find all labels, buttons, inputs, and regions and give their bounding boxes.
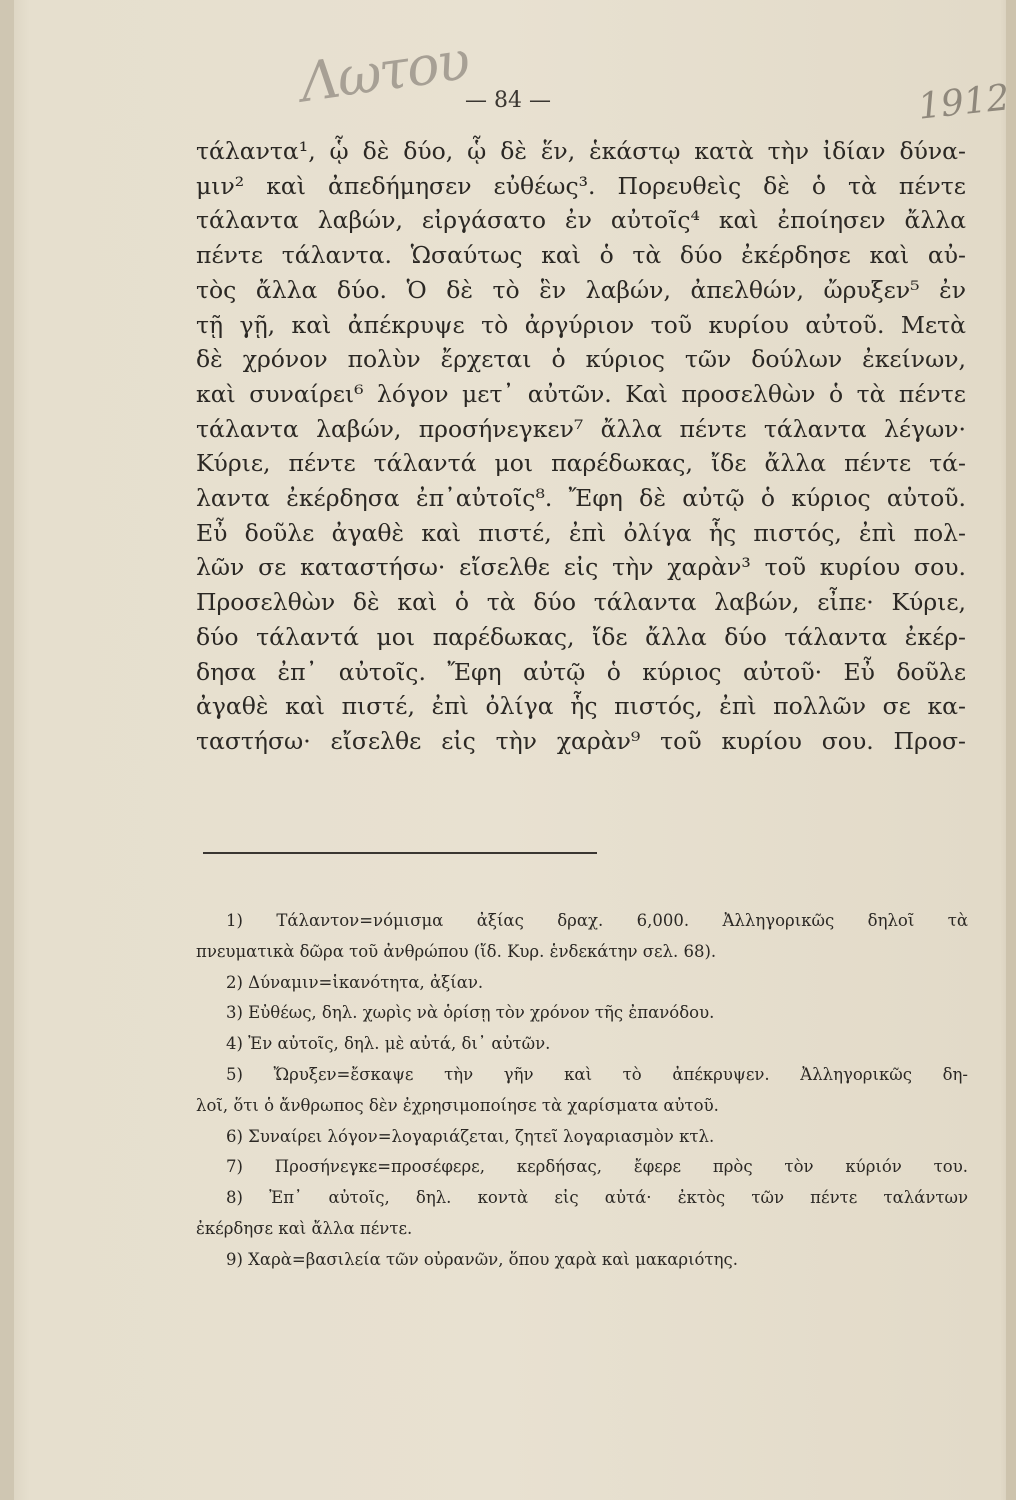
footnote-line: 6) Συναίρει λόγον=λογαριάζεται, ζητεῖ λογαριασμὸν κτλ. <box>226 1126 715 1146</box>
footnote-line: 3) Εὐθέως, δηλ. χωρὶς νὰ ὁρίσῃ τὸν χρόνον τῆς ἐπανόδου. <box>226 1003 715 1023</box>
footnote-line: 5) Ὤρυξεν=ἔσκαψε τὴν γῆν καὶ τὸ ἀπέκρυψεν. Ἀλληγορικῶς δη- <box>226 1064 968 1084</box>
text-line: Εὖ δοῦλε ἀγαθὲ καὶ πιστέ, ἐπὶ ὀλίγα ἧς πιστός, ἐπὶ πολ- <box>196 518 966 547</box>
handwritten-annotation: Λωτου <box>296 28 472 115</box>
text-line: τάλαντα λαβών, εἰργάσατο ἐν αὐτοῖς⁴ καὶ ἐποίησεν ἄλλα <box>196 206 966 235</box>
text-line: τῇ γῇ, καὶ ἀπέκρυψε τὸ ἀργύριον τοῦ κυρίου αὐτοῦ. Μετὰ <box>196 310 966 339</box>
text-line: Προσελθὼν δὲ καὶ ὁ τὰ δύο τάλαντα λαβών, εἶπε· Κύριε, <box>196 588 966 617</box>
text-line: Κύριε, πέντε τάλαντά μοι παρέδωκας, ἴδε ἄλλα πέντε τά- <box>196 449 966 478</box>
footnote-line: 7) Προσήνεγκε=προσέφερε, κερδήσας, ἔφερε πρὸς τὸν κύριόν του. <box>226 1157 968 1177</box>
footnote-line: λοῖ, ὅτι ὁ ἄνθρωπος δὲν ἐχρησιμοποίησε τὰ χαρίσματα αὐτοῦ. <box>196 1095 719 1115</box>
text-line: λῶν σε καταστήσω· εἴσελθε εἰς τὴν χαρὰν³ τοῦ κυρίου σου. <box>196 553 966 582</box>
handwritten-year: 1912 <box>916 77 1012 128</box>
page-right-edge <box>1006 0 1016 1500</box>
footnote-line: 4) Ἐν αὐτοῖς, δηλ. μὲ αὐτά, δι᾽ αὐτῶν. <box>226 1034 551 1054</box>
text-line: τὸς ἄλλα δύο. Ὁ δὲ τὸ ἓν λαβών, ἀπελθών, ὤρυξεν⁵ ἐν <box>196 275 966 304</box>
text-line: ταστήσω· εἴσελθε εἰς τὴν χαρὰν⁹ τοῦ κυρίου σου. Προσ- <box>196 726 966 755</box>
footnote-line: 2) Δύναμιν=ἱκανότητα, ἀξίαν. <box>226 972 484 992</box>
text-line: πέντε τάλαντα. Ὡσαύτως καὶ ὁ τὰ δύο ἐκέρδησε καὶ αὐ- <box>196 241 966 270</box>
text-line: τάλαντα¹, ᾧ δὲ δύο, ᾧ δὲ ἕν, ἑκάστῳ κατὰ τὴν ἰδίαν δύνα- <box>196 137 966 165</box>
footnote-line: πνευματικὰ δῶρα τοῦ ἀνθρώπου (ἴδ. Κυρ. ἑνδεκάτην σελ. 68). <box>196 941 717 961</box>
text-line: λαντα ἐκέρδησα ἐπ᾽αὐτοῖς⁸. Ἔφη δὲ αὐτῷ ὁ κύριος αὐτοῦ. <box>196 484 966 513</box>
text-line: καὶ συναίρει⁶ λόγον μετ᾽ αὐτῶν. Καὶ προσελθὼν ὁ τὰ πέντε <box>196 379 966 408</box>
text-line: δύο τάλαντά μοι παρέδωκας, ἴδε ἄλλα δύο τάλαντα ἐκέρ- <box>196 622 966 651</box>
footnote-line: 9) Χαρὰ=βασιλεία τῶν οὐρανῶν, ὅπου χαρὰ καὶ μακαριότης. <box>226 1249 738 1269</box>
footnote-line: 1) Τάλαντον=νόμισμα ἀξίας δραχ. 6,000. Ἀλληγορικῶς δηλοῖ τὰ <box>226 911 968 930</box>
text-line: τάλαντα λαβών, προσήνεγκεν⁷ ἄλλα πέντε τάλαντα λέγων· <box>196 414 966 443</box>
text-line: μιν² καὶ ἀπεδήμησεν εὐθέως³. Πορευθεὶς δὲ ὁ τὰ πέντε <box>196 171 966 200</box>
text-line: δησα ἐπ᾽ αὐτοῖς. Ἔφη αὐτῷ ὁ κύριος αὐτοῦ· Εὖ δοῦλε <box>196 657 966 686</box>
footnote-line: ἐκέρδησε καὶ ἄλλα πέντε. <box>196 1218 413 1238</box>
text-line: ἀγαθὲ καὶ πιστέ, ἐπὶ ὀλίγα ἧς πιστός, ἐπὶ πολλῶν σε κα- <box>196 692 966 721</box>
footnotes <box>196 906 968 1276</box>
footnote-line: 8) Ἐπ᾽ αὐτοῖς, δηλ. κοντὰ εἰς αὐτά· ἐκτὸς τῶν πέντε ταλάντων <box>226 1188 968 1208</box>
page-left-edge <box>0 0 14 1500</box>
text-line: δὲ χρόνον πολὺν ἔρχεται ὁ κύριος τῶν δούλων ἐκείνων, <box>196 345 966 374</box>
page-number: — 84 — <box>465 88 551 113</box>
footnote-separator <box>203 852 597 854</box>
main-text <box>196 134 966 759</box>
